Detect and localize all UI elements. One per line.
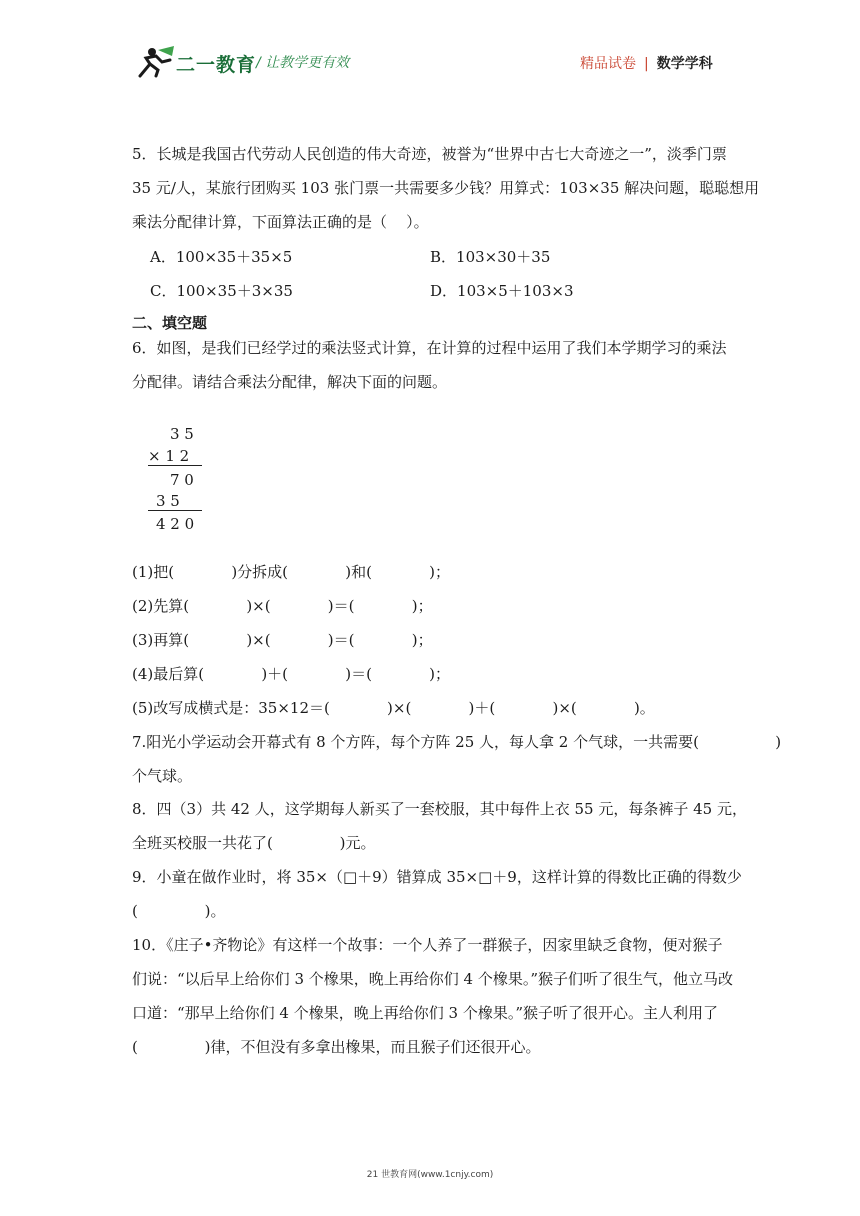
q10-line1: 10．《庄子•齐物论》有这样一个故事：一个人养了一群猴子，因家里缺乏食物，便对猴子: [132, 936, 723, 954]
q10-line3: 口道：“那早上给你们 4 个橡果，晚上再给你们 3 个橡果。”猴子听了很开心。主人利用了: [132, 1004, 718, 1022]
q7-line1: 7.阳光小学运动会开幕式有 8 个方阵，每个方阵 25 人，每人拿 2 个气球，一共需要( ): [132, 733, 782, 751]
q5-line2: 35 元/人，某旅行团购买 103 张门票一共需要多少钱？用算式：103×35 解决问题，聪聪想用: [132, 179, 760, 197]
q6-line2: 分配律。请结合乘法分配律，解决下面的问题。: [132, 373, 448, 391]
q5-option-b: B．103×30＋35: [430, 248, 551, 266]
logo-text: 二一教育: [176, 54, 257, 76]
header-subject-label: 数学学科: [656, 56, 713, 72]
q10-line2: 们说：“以后早上给你们 3 个橡果，晚上再给你们 4 个橡果。”猴子们听了很生气，他立马改: [132, 970, 734, 988]
logo: [136, 46, 256, 80]
calc-row-multiplicand: 3 5: [170, 425, 194, 443]
q5-line3: 乘法分配律计算，下面算法正确的是（ ）。: [132, 213, 429, 231]
q6-sub1: (1)把( )分拆成( )和( )；: [132, 563, 451, 581]
q6-sub4: (4)最后算( )＋( )＝( )；: [132, 665, 451, 683]
header-quality-label: 精品试卷: [580, 56, 636, 72]
page-footer: 21 世教育网(www.1cnjy.com): [366, 1170, 494, 1180]
q6-sub3: (3)再算( )×( )＝( )；: [132, 631, 433, 649]
q8-line1: 8．四（3）共 42 人，这学期每人新买了一套校服，其中每件上衣 55 元，每条裤子 45 元，: [132, 800, 747, 818]
calc-row-multiplier: × 1 2: [148, 447, 190, 465]
calc-rule-2: [148, 510, 202, 511]
header-separator: |: [644, 56, 649, 72]
q6-sub2: (2)先算( )×( )＝( )；: [132, 597, 433, 615]
calc-rule-1: [148, 465, 202, 466]
calc-row-product: 4 2 0: [156, 515, 195, 533]
vertical-multiplication: [140, 418, 210, 538]
calc-row-partial-2: 3 5: [156, 492, 180, 510]
q5-option-d: D．103×5＋103×3: [430, 282, 574, 300]
q9-line2: ( )。: [132, 902, 226, 920]
runner-logo-icon: [136, 46, 176, 78]
q5-option-a: A．100×35＋35×5: [150, 248, 293, 266]
q5-line1: 5．长城是我国古代劳动人民创造的伟大奇迹，被誉为“世界中古七大奇迹之一”，淡季门票: [132, 145, 727, 163]
q9-line1: 9．小童在做作业时，将 35×（□＋9）错算成 35×□＋9，这样计算的得数比正确的得数少: [132, 868, 742, 886]
q6-line1: 6．如图，是我们已经学过的乘法竖式计算，在计算的过程中运用了我们本学期学习的乘法: [132, 339, 727, 357]
section-title-fill-blank: 二、填空题: [132, 314, 208, 332]
q8-line2: 全班买校服一共花了( )元。: [132, 834, 376, 852]
page-header: [0, 0, 860, 100]
header-subject: [580, 53, 713, 73]
q10-line4: ( )律，不但没有多拿出橡果，而且猴子们还很开心。: [132, 1038, 541, 1056]
q6-sub5: (5)改写成横式是：35×12＝( )×( )＋( )×( )。: [132, 699, 655, 717]
slogan: / 让教学更有效: [256, 55, 350, 71]
q7-line2: 个气球。: [132, 767, 193, 785]
calc-row-partial-1: 7 0: [170, 471, 194, 489]
q5-option-c: C．100×35＋3×35: [150, 282, 293, 300]
